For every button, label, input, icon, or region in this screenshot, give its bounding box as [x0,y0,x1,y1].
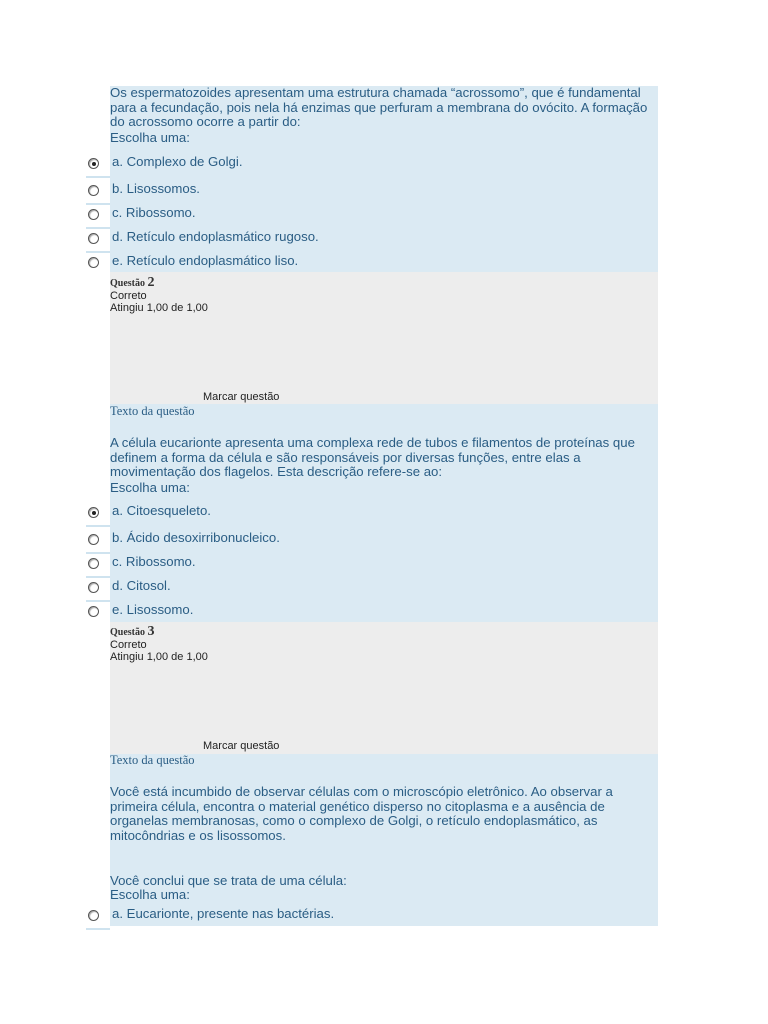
option-label: c. Ribossomo. [112,554,196,569]
option-label: b. Lisossomos. [112,181,200,196]
question-prefix: Questão [110,278,145,289]
question-3-option-a[interactable] [86,906,658,928]
question-2-flag-link[interactable]: Marcar questão [203,391,280,403]
question-2-text: A célula eucarionte apresenta uma complexa rede de tubos e filamentos de proteínas que definem a forma da célula e são responsáveis por diversas funções, entre elas a movimentação dos flagelos. Esta descrição refere-se ao: [110,435,635,480]
question-3-text: Você está incumbido de observar células com o microscópio eletrônico. Ao observar a primeira célula, encontra o material genético disperso no citoplasma e a ausência de organelas membranosas, como o complexo de Golgi, o retículo endoplasmático, as mitocôndrias e os lisossomos. [110,784,613,843]
question-2-info-block [110,272,658,404]
question-1-choose-label: Escolha uma: [110,130,190,145]
option-label: a. Complexo de Golgi. [112,154,243,169]
question-2-text-heading: Texto da questão [110,404,195,418]
radio-icon[interactable] [88,534,99,545]
question-2-score: Atingiu 1,00 de 1,00 [110,302,208,314]
question-2-option-c[interactable] [86,554,658,576]
option-label: b. Ácido desoxirribonucleico. [112,530,280,545]
question-1-option-d[interactable] [86,229,658,251]
radio-icon[interactable] [88,185,99,196]
radio-icon[interactable] [88,582,99,593]
question-3-text-conclusion: Você conclui que se trata de uma célula: [110,873,347,888]
question-2-choose-label: Escolha uma: [110,480,190,495]
radio-icon[interactable] [88,910,99,921]
question-3-score: Atingiu 1,00 de 1,00 [110,651,208,663]
question-prefix: Questão [110,627,145,638]
question-2-status: Correto [110,290,147,302]
option-divider [86,525,110,527]
option-divider [86,928,110,930]
option-label: d. Citosol. [112,578,171,593]
question-2-option-b[interactable] [86,530,658,552]
question-3-flag-link[interactable]: Marcar questão [203,740,280,752]
question-2-option-e[interactable] [86,602,658,624]
question-1-text: Os espermatozoides apresentam uma estrutura chamada “acrossomo”, que é fundamental para a fecundação, pois nela há enzimas que perfuram a membrana do ovócito. A formação do acrossomo ocorre a partir do: [110,85,648,130]
option-label: c. Ribossomo. [112,205,196,220]
question-3-number [110,624,155,640]
question-3-choose-label: Escolha uma: [110,887,190,902]
question-3-info-block [110,622,658,754]
question-number-value: 3 [147,624,155,639]
radio-icon[interactable] [88,558,99,569]
question-3-status: Correto [110,639,147,651]
question-2-option-d[interactable] [86,578,658,600]
radio-selected-icon[interactable] [88,507,99,518]
radio-icon[interactable] [88,233,99,244]
radio-icon[interactable] [88,209,99,220]
question-number-value: 2 [147,275,155,290]
option-label: a. Citoesqueleto. [112,503,211,518]
question-3-text-heading: Texto da questão [110,753,195,767]
question-2-number [110,275,155,291]
question-1-option-c[interactable] [86,205,658,227]
radio-icon[interactable] [88,606,99,617]
question-1-option-b[interactable] [86,181,658,203]
option-label: e. Retículo endoplasmático liso. [112,253,299,268]
radio-icon[interactable] [88,257,99,268]
option-label: d. Retículo endoplasmático rugoso. [112,229,319,244]
question-2-option-a[interactable] [86,503,658,525]
radio-selected-icon[interactable] [88,158,99,169]
option-label: a. Eucarionte, presente nas bactérias. [112,906,335,921]
question-1-option-a[interactable] [86,154,658,176]
option-divider [86,176,110,178]
option-label: e. Lisossomo. [112,602,194,617]
